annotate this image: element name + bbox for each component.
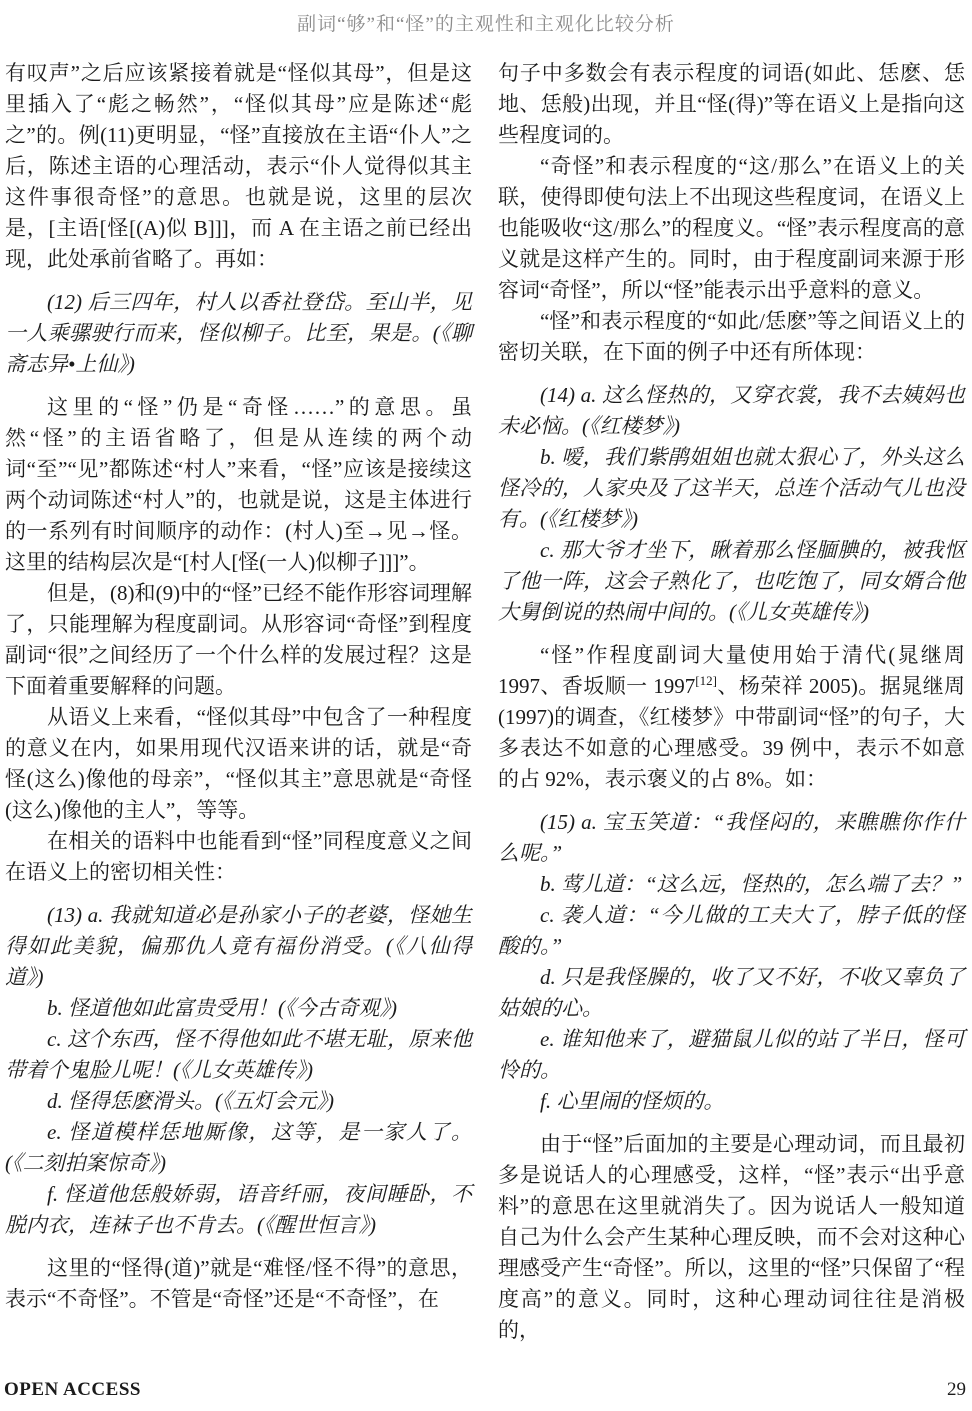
paragraph: 句子中多数会有表示程度的词语(如此、恁麽、恁地、恁般)出现，并且“怪(得)”等在语义上是指向这些程度词的。 (498, 61, 965, 147)
example-group (5, 900, 472, 1241)
paragraph: 但是，(8)和(9)中的“怪”已经不能作形容词理解了，只能理解为程度副词。从形容词“奇怪”到程度副词“很”之间经历了一个什么样的发展过程？这是下面着重要解释的问题。 (5, 581, 472, 698)
paragraph-text: “怪”作程度副词大量使用始于清代(晁继周 1997、香坂顺一 1997 (498, 643, 965, 698)
example-item: b. 莺儿道：“这么远，怪热的，怎么端了去？” (540, 872, 963, 896)
paragraph: 这里的“怪”仍是“奇怪……”的意思。虽然“怪”的主语省略了，但是从连续的两个动词“至”“见”都陈述“村人”来看，“怪”应该是接续这两个动词陈述“村人”的，也就是说，这是主体进行的一系列有时间顺序的动作：(村人)至→见→怪。这里的结构层次是“[村人[怪(一人)似柳子]]]”。 (5, 395, 472, 574)
citation-superscript: [12] (695, 673, 717, 688)
example-item: d. 怪得恁麽滑头。(《五灯会元》) (47, 1089, 334, 1113)
paragraph: 从语义上来看，“怪似其母”中包含了一种程度的意义在内，如果用现代汉语来讲的话，就是“奇怪(这么)像他的母亲”，“怪似其主”意思就是“奇怪(这么)像他的主人”，等等。 (5, 705, 472, 822)
paragraph: 这里的“怪得(道)”就是“难怪/怪不得”的意思，表示“不奇怪”。不管是“奇怪”还是“不奇怪”，在 (5, 1256, 472, 1311)
example-item: c. 这个东西，怪不得他如此不堪无耻，原来他带着个鬼脸儿呢！(《儿女英雄传》) (5, 1027, 472, 1082)
paragraph: 由于“怪”后面加的主要是心理动词，而且最初多是说话人的心理感受，这样，“怪”表示“出乎意料”的意思在这里就消失了。因为说话人一般知道自己为什么会产生某种心理反映，而不会对这种心理感受产生“奇怪”。所以，这里的“怪”只保留了“程度高”的意义。同时，这种心理动词往往是消极的， (498, 1132, 965, 1342)
example-group (498, 807, 965, 1117)
example-item: e. 谁知他来了，避猫鼠儿似的站了半日，怪可怜的。 (498, 1027, 965, 1082)
example-item: (12) 后三四年，村人以香社登岱。至山半，见一人乘骡驶行而来，怪似柳子。比至，果是。(《聊斋志异•上仙》) (5, 290, 472, 376)
paragraph: “怪”和表示程度的“如此/恁麽”等之间语义上的密切关联，在下面的例子中还有所体现： (498, 309, 965, 364)
example-item: b. 怪道他如此富贵受用！(《今古奇观》) (47, 996, 397, 1020)
example-item: c. 那大爷才坐下，瞅着那么怪腼腆的，被我怄了他一阵，这会子熟化了，也吃饱了，同女婿合他大舅倒说的热闹中间的。(《儿女英雄传》) (498, 538, 965, 624)
example-item: b. 嗳，我们紫鹃姐姐也就太狠心了，外头这么怪冷的，人家央及了这半天，总连个活动气儿也没有。(《红楼梦》) (498, 445, 965, 531)
example-group (498, 380, 965, 628)
example-item: e. 怪道模样恁地厮像，这等，是一家人了。(《二刻拍案惊奇》) (5, 1120, 472, 1175)
paragraph: 在相关的语料中也能看到“怪”同程度意义之间在语义上的密切相关性： (5, 829, 472, 884)
paragraph (498, 640, 965, 795)
example-item: (15) a. 宝玉笑道：“我怪闷的，来瞧瞧你作什么呢。” (498, 810, 965, 865)
paragraph: 有叹声”之后应该紧接着就是“怪似其母”，但是这里插入了“彪之畅然”，“怪似其母”应是陈述“彪之”的。例(11)更明显，“怪”直接放在主语“仆人”之后，陈述主语的心理活动，表示“仆人觉得似其主这件事很奇怪”的意思。也就是说，这里的层次是，[主语[怪[(A)似 B]]]，而 A 在主语之前已经出现，此处承前省略了。再如： (5, 61, 472, 271)
columns (0, 58, 972, 1346)
page-title: 副词“够”和“怪”的主观性和主观化比较分析 (297, 14, 675, 35)
example-item: (13) a. 我就知道必是孙家小子的老婆，怪她生得如此美貌，偏那仇人竟有福份消受。(《八仙得道》) (5, 903, 472, 989)
paragraph-text: 、杨荣祥 2005)。据晁继周(1997)的调查，《红楼梦》中带副词“怪”的句子，大多表达不如意的心理感受。39 例中，表示不如意的占 92%，表示褒义的占 8%。如： (498, 674, 966, 791)
paragraph: “奇怪”和表示程度的“这/那么”在语义上的关联，使得即使句法上不出现这些程度词，在语义上也能吸收“这/那么”的程度义。“怪”表示程度高的意义就是这样产生的。同时，由于程度副词来源于形容词“奇怪”，所以“怪”能表示出乎意料的意义。 (498, 154, 965, 302)
column-left (5, 58, 472, 1346)
open-access-label: OPEN ACCESS (4, 1379, 141, 1400)
example-group (5, 287, 472, 380)
page-footer (4, 1379, 966, 1401)
page-number: 29 (947, 1379, 966, 1400)
column-right (498, 58, 965, 1346)
example-item: c. 袭人道：“今儿做的工夫大了，脖子低的怪酸的。” (498, 903, 965, 958)
example-item: f. 心里闹的怪烦的。 (540, 1089, 725, 1113)
example-item: (14) a. 这么怪热的，又穿衣裳，我不去姨妈也未必恼。(《红楼梦》) (498, 383, 965, 438)
example-item: d. 只是我怪臊的，收了又不好，不收又辜负了姑娘的心。 (498, 965, 965, 1020)
example-item: f. 怪道他恁般娇弱，语音纤丽，夜间睡卧，不脱内衣，连袜子也不肯去。(《醒世恒言》) (5, 1182, 472, 1237)
